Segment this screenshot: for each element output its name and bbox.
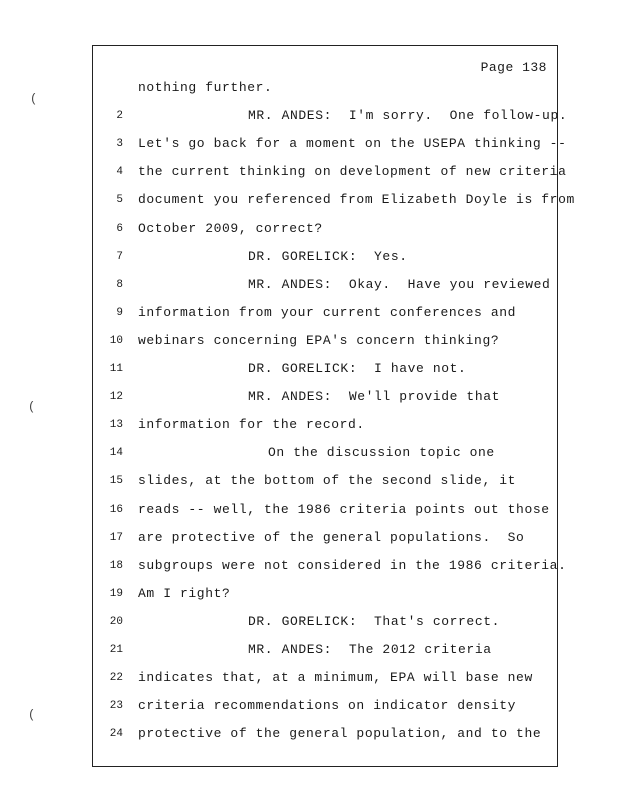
line-number: 7 xyxy=(116,250,123,263)
line-number: 11 xyxy=(109,363,123,375)
line-text: protective of the general population, and to the xyxy=(138,726,542,742)
line-number: 22 xyxy=(109,672,123,685)
transcript-line xyxy=(93,134,567,154)
line-number: 10 xyxy=(109,334,123,347)
transcript-line xyxy=(93,415,559,435)
transcript-line xyxy=(93,106,568,126)
transcript-line xyxy=(93,696,559,716)
line-number: 19 xyxy=(109,587,123,600)
line-number: 9 xyxy=(116,306,123,319)
line-text: MR. ANDES: I'm sorry. One follow-up. xyxy=(248,108,568,124)
margin-mark: ( xyxy=(28,400,36,414)
line-number: 13 xyxy=(109,419,123,432)
line-text: On the discussion topic one xyxy=(268,445,495,461)
line-text: DR. GORELICK: Yes. xyxy=(248,248,408,264)
line-text: document you referenced from Elizabeth Doyle is from xyxy=(138,192,575,208)
line-number: 18 xyxy=(109,559,123,572)
line-text: information from your current conferences and xyxy=(138,304,517,320)
transcript-line xyxy=(93,500,559,520)
transcript-line xyxy=(93,584,559,604)
transcript-line xyxy=(93,190,575,210)
line-text: slides, at the bottom of the second slide, it xyxy=(138,473,517,489)
line-text: October 2009, correct? xyxy=(138,220,323,236)
line-number: 24 xyxy=(109,728,123,741)
transcript-line xyxy=(93,359,559,379)
line-number: 17 xyxy=(109,531,123,544)
line-number: 16 xyxy=(109,503,123,516)
line-number: 4 xyxy=(116,166,123,179)
line-text: subgroups were not considered in the 1986 criteria. xyxy=(138,557,567,573)
line-number: 12 xyxy=(109,391,123,404)
line-text: indicates that, at a minimum, EPA will base new xyxy=(138,670,533,686)
transcript-line xyxy=(93,668,559,688)
page-number: Page 138 xyxy=(480,60,547,75)
line-number: 8 xyxy=(116,278,123,291)
line-text: Am I right? xyxy=(138,585,231,601)
margin-mark: ( xyxy=(28,708,36,722)
line-text: webinars concerning EPA's concern thinking? xyxy=(138,332,500,348)
line-number: 23 xyxy=(109,700,123,713)
transcript-line xyxy=(93,556,567,576)
line-text: the current thinking on development of new criteria xyxy=(138,164,567,180)
transcript-line xyxy=(93,528,559,548)
transcript-line xyxy=(93,78,559,98)
transcript-line xyxy=(93,247,559,267)
transcript-line xyxy=(93,387,559,407)
transcript-line xyxy=(93,443,559,463)
transcript-line xyxy=(93,162,567,182)
transcript-page xyxy=(92,45,575,767)
transcript-line xyxy=(93,275,559,295)
line-number: 3 xyxy=(116,138,123,151)
line-number: 2 xyxy=(116,110,123,123)
transcript-line xyxy=(93,640,559,660)
line-text: criteria recommendations on indicator density xyxy=(138,698,517,714)
transcript-line xyxy=(93,219,559,239)
margin-mark: ( xyxy=(30,92,38,106)
line-text: are protective of the general populations. So xyxy=(138,529,525,545)
transcript-line xyxy=(93,471,559,491)
line-text: DR. GORELICK: That's correct. xyxy=(248,613,501,629)
line-text: reads -- well, the 1986 criteria points out those xyxy=(138,501,550,517)
line-text: MR. ANDES: The 2012 criteria xyxy=(248,642,492,657)
line-text: MR. ANDES: Okay. Have you reviewed xyxy=(248,276,551,292)
line-number: 20 xyxy=(109,615,123,628)
transcript-line xyxy=(93,724,559,744)
line-text: nothing further. xyxy=(138,80,273,95)
line-number: 21 xyxy=(109,644,123,656)
line-text: information for the record. xyxy=(138,417,365,433)
line-text: DR. GORELICK: I have not. xyxy=(248,361,467,376)
line-number: 6 xyxy=(116,222,123,235)
line-text: MR. ANDES: We'll provide that xyxy=(248,389,501,405)
transcript-line xyxy=(93,303,559,323)
transcript-line xyxy=(93,612,559,632)
line-number: 15 xyxy=(109,475,123,488)
transcript-line xyxy=(93,331,559,351)
line-number: 5 xyxy=(116,194,123,207)
line-number: 14 xyxy=(109,447,123,460)
line-text: Let's go back for a moment on the USEPA thinking -- xyxy=(138,136,567,152)
